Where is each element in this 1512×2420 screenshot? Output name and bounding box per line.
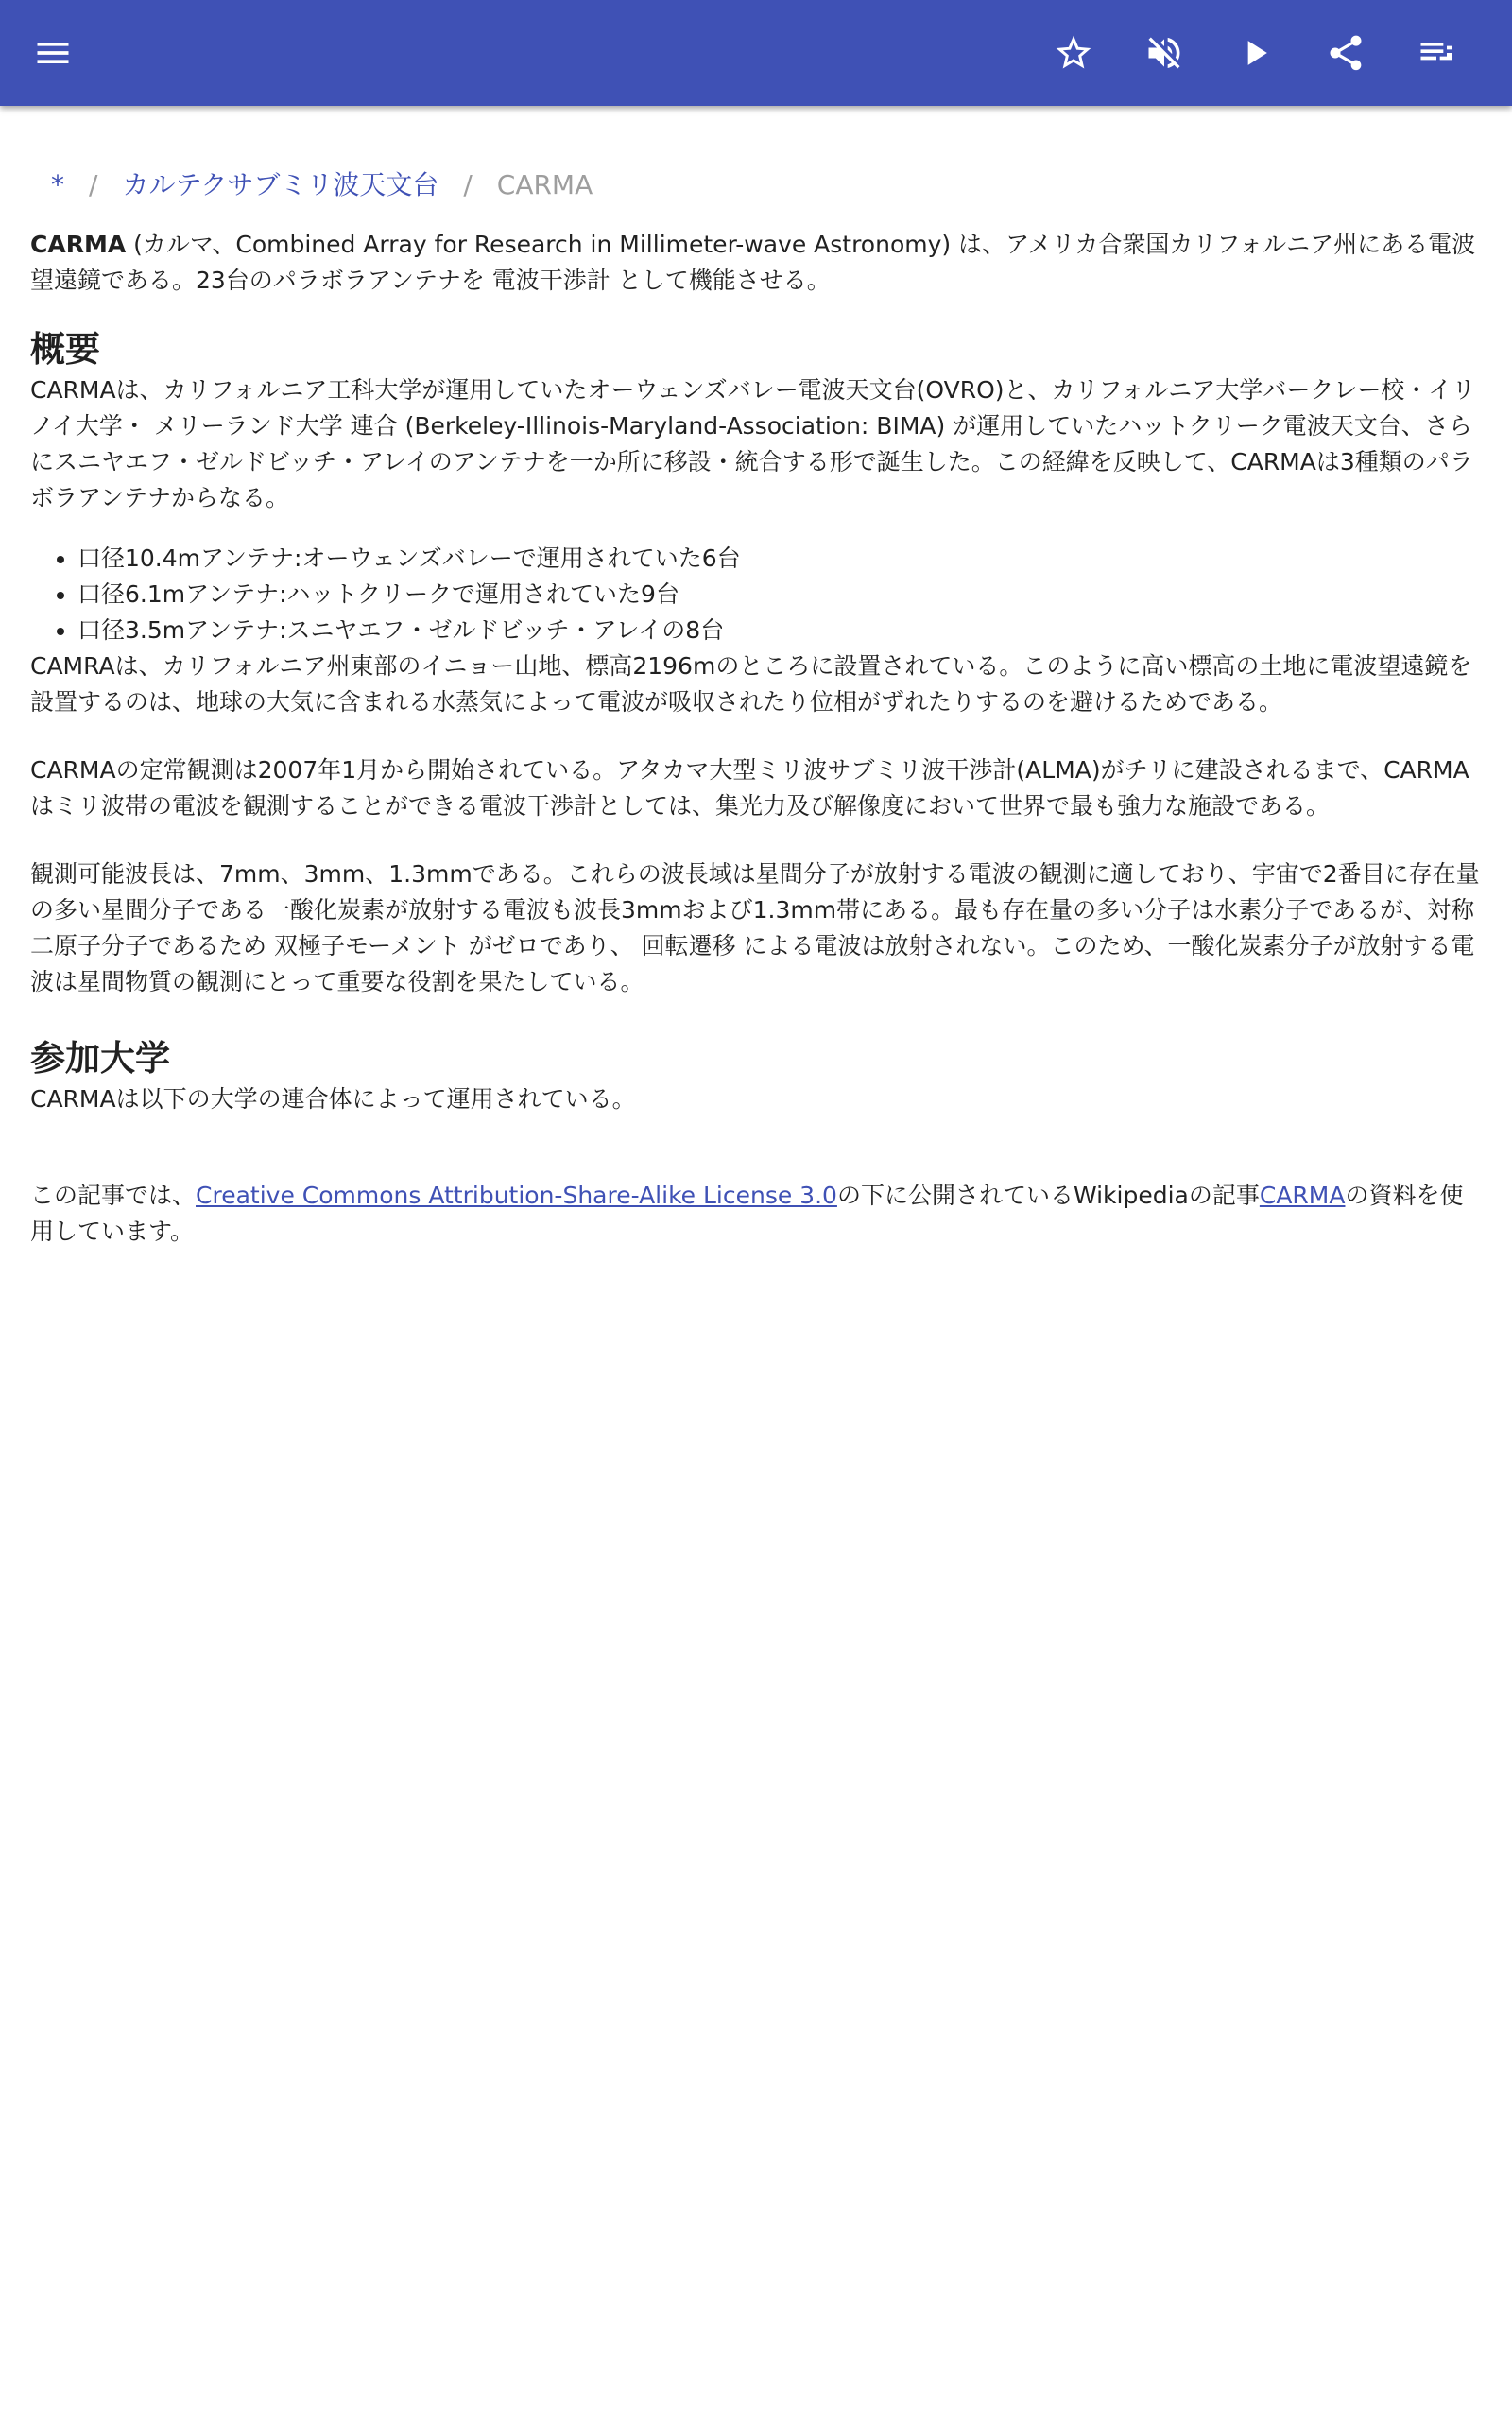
location-paragraph: CAMRAは、カリフォルニア州東部のイニョー山地、標高2196mのところに設置されている。このように高い標高の土地に電波望遠鏡を設置するのは、地球の大気に含まれる水蒸気によって電波が吸収されたり位相がずれたりするのを避けるためである。 [30,652,1472,716]
volume-off-icon[interactable] [1138,26,1191,79]
license-prefix: この記事では、 [30,1182,197,1209]
universities-paragraph: CARMAは以下の大学の連合体によって運用されている。 [30,1085,636,1113]
app-bar [0,0,1512,106]
breadcrumb-separator: / [463,169,472,200]
breadcrumb-separator: / [89,169,98,200]
list-item: • 口径6.1mアンテナ:ハットクリークで運用されていた9台 [77,577,1482,613]
license-link[interactable]: Creative Commons Attribution-Share-Alike License 3.0 [196,1182,837,1209]
antenna-list [30,541,1482,648]
breadcrumb [30,166,1482,204]
license-note [30,1178,1482,1250]
article-link[interactable]: CARMA [1259,1182,1346,1209]
intro-paragraph [30,227,1482,299]
breadcrumb-root-link[interactable]: * [51,169,64,200]
list-item: • 口径10.4mアンテナ:オーウェンズバレーで運用されていた6台 [77,541,1482,577]
star-outline-icon[interactable] [1047,26,1100,79]
article-content [30,106,1482,1250]
wavelength-paragraph: 観測可能波長は、7mm、3mm、1.3mmである。これらの波長域は星間分子が放射する電波の観測に適しており、宇宙で2番目に存在量の多い星間分子である一酸化炭素が放射する電波も波長3mmおよび1.3mm帯にある。最も存在量の多い分子は水素分子であるが、対称二原子分子であるため 双極子モーメント がゼロであり、 回転遷移 による電波は放射されない。このため、一酸化炭素分子が放射する電波は星間物質の観測にとって重要な役割を果たしている。 [30,860,1480,995]
share-icon[interactable] [1319,26,1372,79]
menu-icon[interactable] [26,26,79,79]
overview-paragraph: CARMAは、カリフォルニア工科大学が運用していたオーウェンズバレー電波天文台(OVRO)と、カリフォルニア大学バークレー校・イリノイ大学・ メリーランド大学 連合 (Berkeley-Illinois-Maryland-Association: BIMA) が運用していたハットクリーク電波天文台、さらにスニヤエフ・ゼルドビッチ・アレイのアンテナを一か所に移設・統合する形で誕生した。この経緯を反映して、CARMAは3種類のパラボラアンテナからなる。 [30,376,1476,511]
breadcrumb-current: CARMA [496,169,593,200]
license-suffix: の資料を使用しています。 [30,1182,1464,1245]
breadcrumb-parent-link[interactable]: カルテクサブミリ波天文台 [122,169,439,200]
list-item: • 口径3.5mアンテナ:スニヤエフ・ゼルドビッチ・アレイの8台 [77,613,1482,648]
playlist-icon[interactable] [1410,26,1463,79]
operations-paragraph: CARMAの定常観測は2007年1月から開始されている。アタカマ大型ミリ波サブミリ波干渉計(ALMA)がチリに建設されるまで、CARMAはミリ波帯の電波を観測することができる電波干渉計としては、集光力及び解像度において世界で最も強力な施設である。 [30,756,1469,820]
license-middle: の下に公開されているWikipediaの記事 [836,1182,1260,1209]
section-heading-universities: 参加大学 [30,1038,170,1079]
play-icon[interactable] [1228,26,1281,79]
intro-term: CARMA [30,231,127,258]
intro-text: (カルマ、Combined Array for Research in Millimeter-wave Astronomy) は、アメリカ合衆国カリフォルニア州にある電波望遠鏡である。23台のパラボラアンテナを 電波干渉計 として機能させる。 [30,231,1476,294]
section-heading-overview: 概要 [30,329,100,370]
